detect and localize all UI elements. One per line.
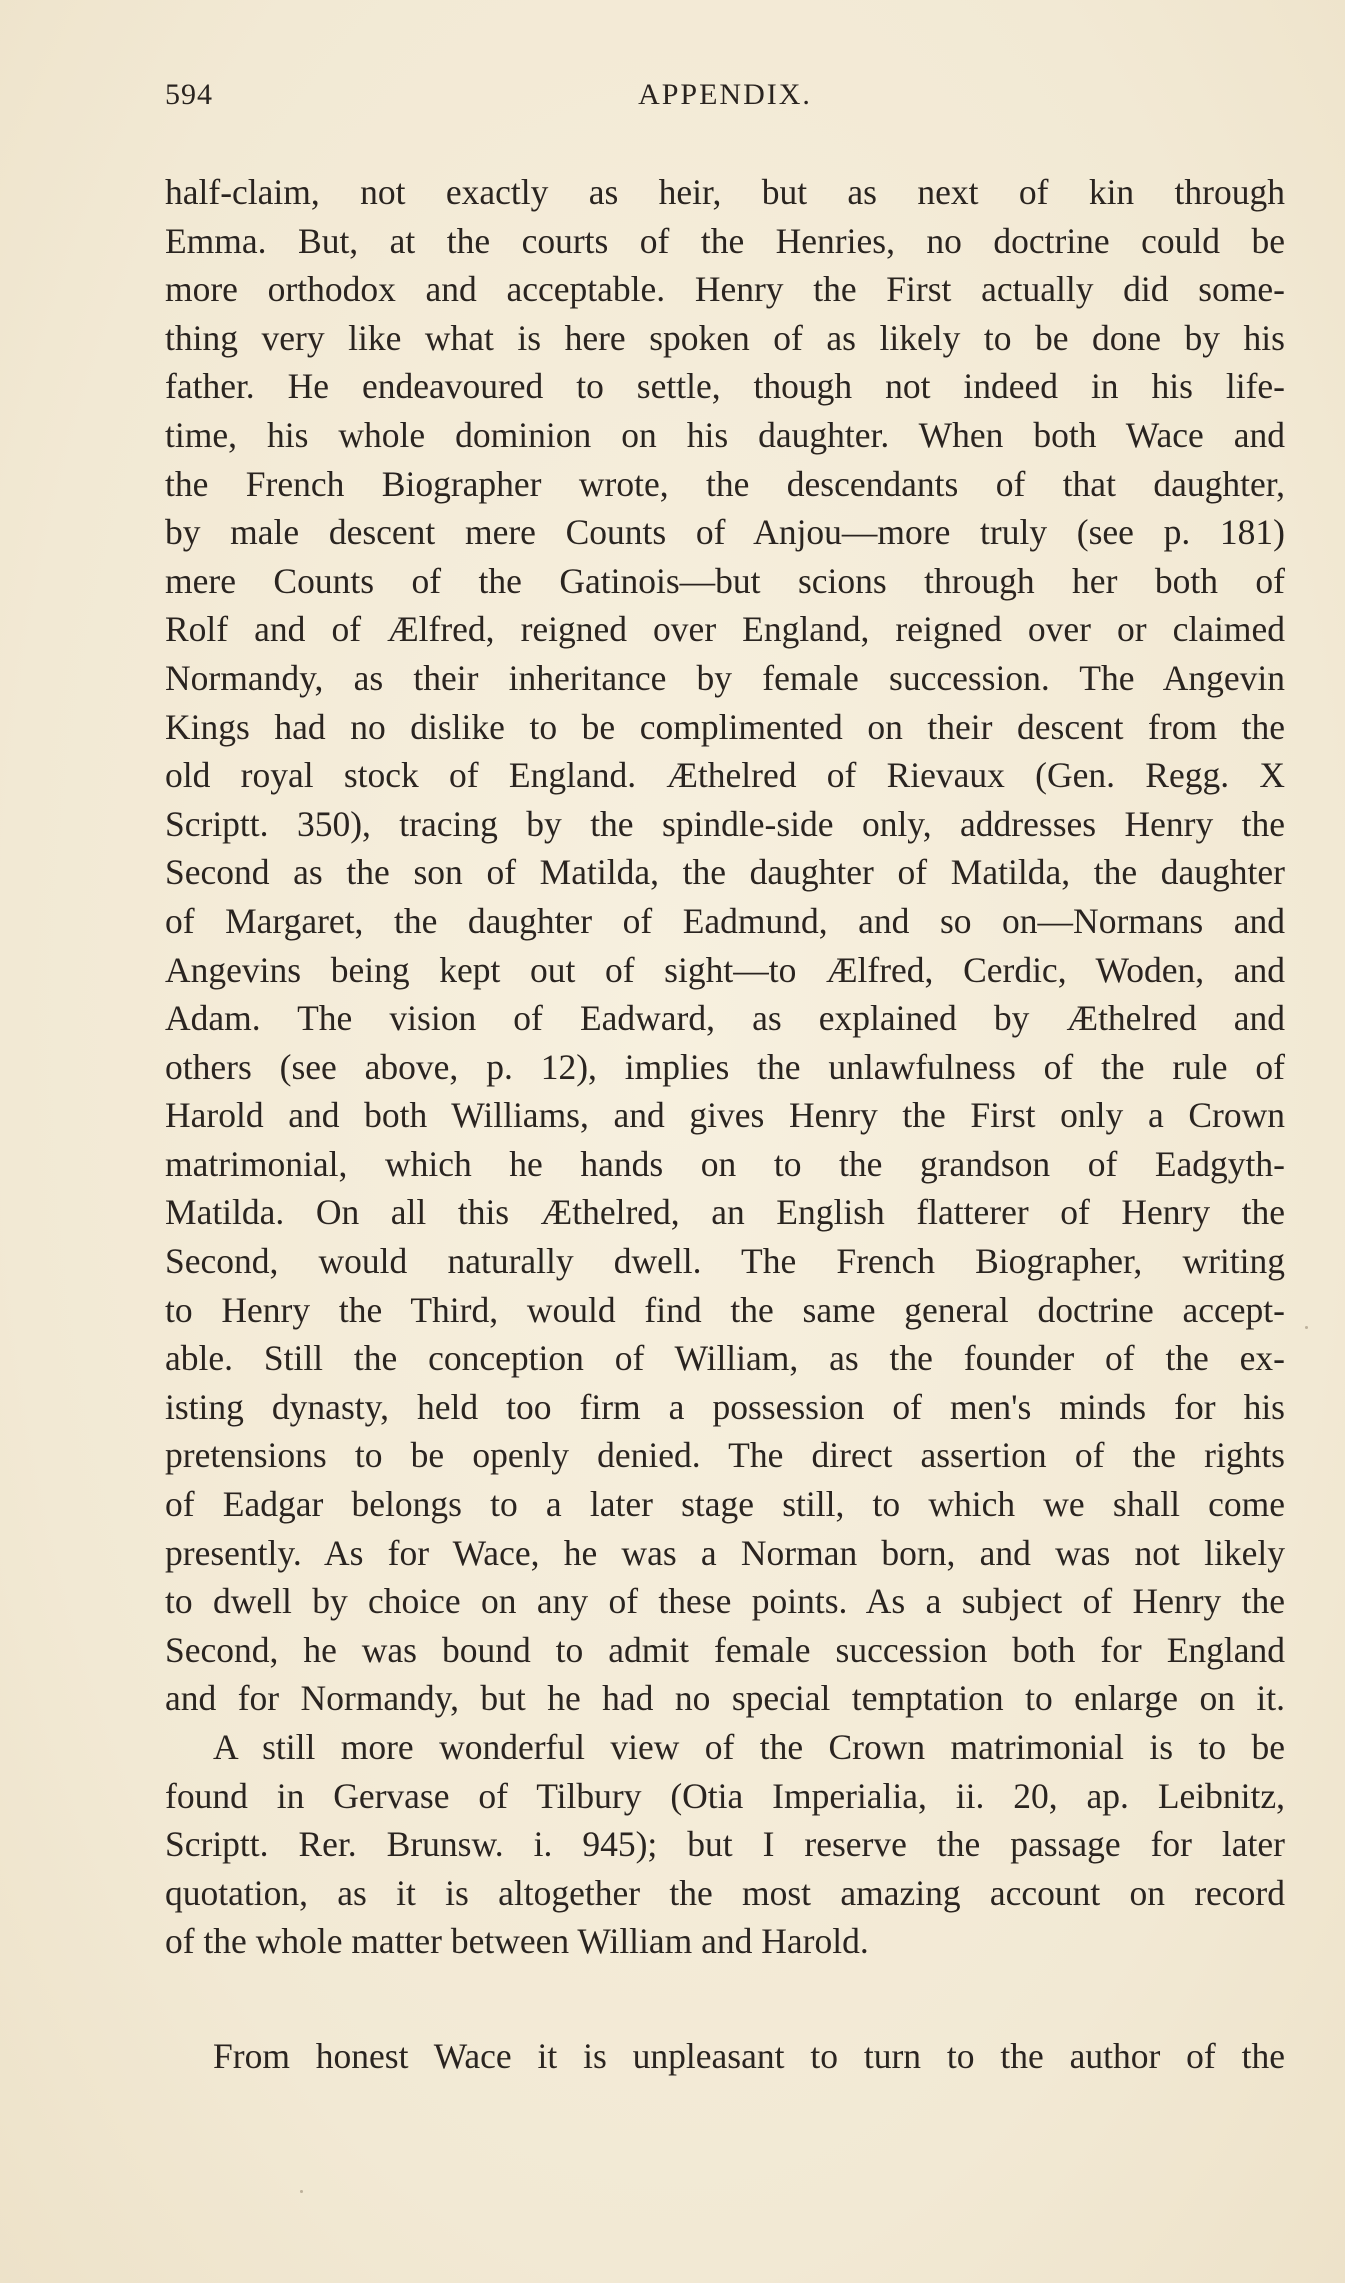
text-line: mere Counts of the Gatinois—but scions through her both of xyxy=(165,560,1285,601)
text-line: Second as the son of Matilda, the daughter of Matilda, the daughter xyxy=(165,852,1285,893)
paragraph-2 xyxy=(165,1723,1285,1966)
text-line: Normandy, as their inheritance by female succession. The Angevin xyxy=(165,657,1285,698)
section-break xyxy=(165,1966,1285,2032)
text-line: the French Biographer wrote, the descendants of that daughter, xyxy=(165,463,1285,504)
text-line: A still more wonderful view of the Crown matrimonial is to be xyxy=(213,1727,1285,1767)
text-line: others (see above, p. 12), implies the unlawfulness of the rule of xyxy=(165,1046,1285,1087)
text-line: Harold and both Williams, and gives Henry the First only a Crown xyxy=(165,1095,1285,1136)
text-line: old royal stock of England. Æthelred of Rievaux (Gen. Regg. X xyxy=(165,755,1285,796)
text-line: matrimonial, which he hands on to the grandson of Eadgyth- xyxy=(165,1143,1285,1184)
text-line: father. He endeavoured to settle, though not indeed in his life- xyxy=(165,366,1285,407)
text-line: of the whole matter between William and Harold. xyxy=(165,1921,869,1962)
text-line: to Henry the Third, would find the same general doctrine accept- xyxy=(165,1289,1285,1330)
text-line: found in Gervase of Tilbury (Otia Imperialia, ii. 20, ap. Leibnitz, xyxy=(165,1775,1285,1816)
text-line: Scriptt. 350), tracing by the spindle-side only, addresses Henry the xyxy=(165,803,1285,844)
text-line: thing very like what is here spoken of as likely to be done by his xyxy=(165,317,1285,358)
text-line: From honest Wace it is unpleasant to turn to the author of the xyxy=(213,2035,1285,2076)
text-line: by male descent mere Counts of Anjou—more truly (see p. 181) xyxy=(165,512,1285,553)
text-line: Second, would naturally dwell. The French Biographer, writing xyxy=(165,1241,1285,1282)
text-line: Angevins being kept out of sight—to Ælfred, Cerdic, Woden, and xyxy=(165,949,1285,990)
text-line: isting dynasty, held too firm a possession of men's minds for his xyxy=(165,1386,1285,1427)
text-line: Matilda. On all this Æthelred, an English flatterer of Henry the xyxy=(165,1192,1285,1233)
text-line: more orthodox and acceptable. Henry the First actually did some- xyxy=(165,269,1285,310)
page-number: 594 xyxy=(165,78,213,111)
text-line: of Eadgar belongs to a later stage still, to which we shall come xyxy=(165,1484,1285,1525)
text-line: Adam. The vision of Eadward, as explained by Æthelred and xyxy=(165,998,1285,1039)
text-line: pretensions to be openly denied. The direct assertion of the rights xyxy=(165,1435,1285,1476)
body-text xyxy=(165,168,1285,2081)
text-line: Kings had no dislike to be complimented on their descent from the xyxy=(165,706,1285,747)
text-line: Second, he was bound to admit female succession both for England xyxy=(165,1629,1285,1670)
paper-speck xyxy=(300,2190,303,2193)
text-line: quotation, as it is altogether the most amazing account on record xyxy=(165,1872,1285,1913)
text-line: Scriptt. Rer. Brunsw. i. 945); but I reserve the passage for later xyxy=(165,1824,1285,1865)
paper-speck xyxy=(1305,1326,1308,1329)
text-line: presently. As for Wace, he was a Norman born, and was not likely xyxy=(165,1532,1285,1573)
text-line: half-claim, not exactly as heir, but as next of kin through xyxy=(165,172,1285,212)
text-line: of Margaret, the daughter of Eadmund, and so on—Normans and xyxy=(165,900,1285,941)
page-header xyxy=(165,78,1285,118)
paragraph-1 xyxy=(165,168,1285,1723)
text-line: and for Normandy, but he had no special temptation to enlarge on it. xyxy=(165,1678,1285,1719)
text-line: to dwell by choice on any of these points. As a subject of Henry the xyxy=(165,1581,1285,1622)
running-head: APPENDIX. xyxy=(638,78,812,111)
paragraph-3 xyxy=(165,2032,1285,2081)
text-line: time, his whole dominion on his daughter. When both Wace and xyxy=(165,414,1285,455)
text-line: able. Still the conception of William, as the founder of the ex- xyxy=(165,1338,1285,1379)
text-line: Emma. But, at the courts of the Henries, no doctrine could be xyxy=(165,220,1285,261)
text-line: Rolf and of Ælfred, reigned over England, reigned over or claimed xyxy=(165,609,1285,650)
